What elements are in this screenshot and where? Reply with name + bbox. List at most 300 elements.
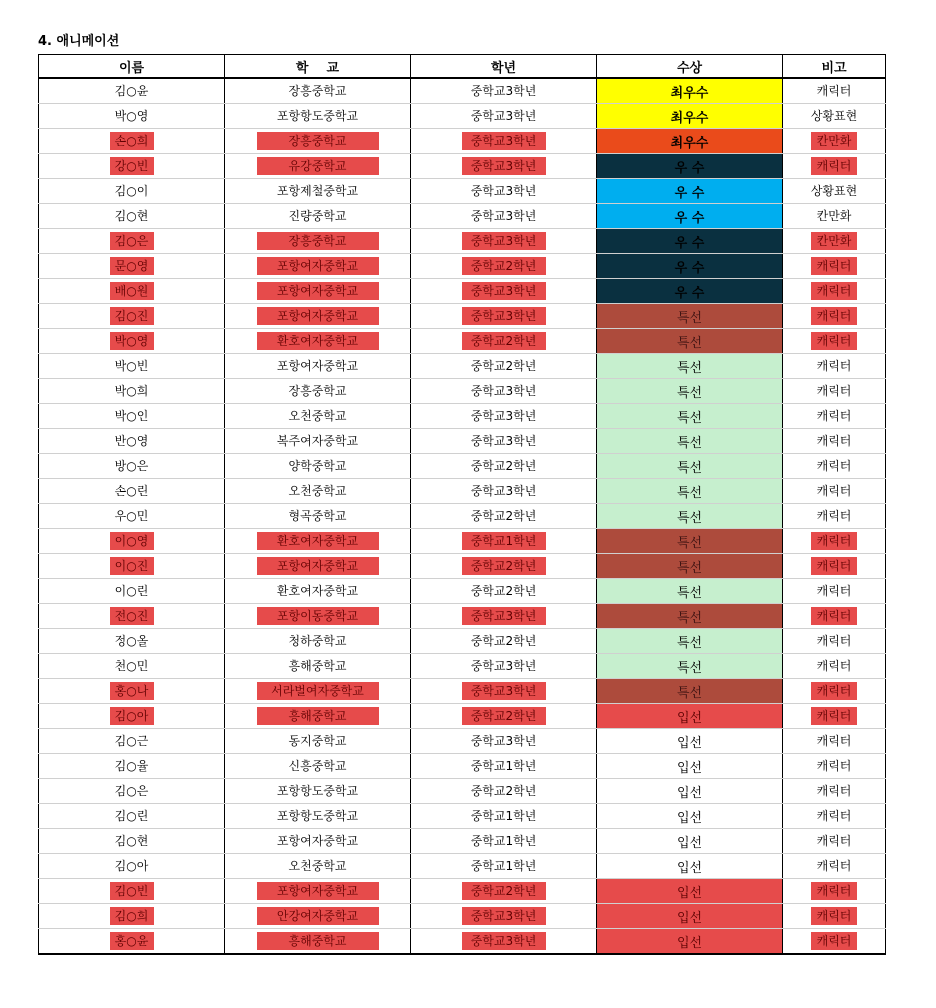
- cell-grade-text: 중학교3학년: [470, 409, 537, 423]
- cell-name-text: 박○영: [110, 332, 154, 350]
- cell-note-text: 캐릭터: [816, 734, 852, 748]
- cell-note-text: 캐릭터: [811, 707, 857, 725]
- cell-grade-text: 중학교3학년: [470, 184, 537, 198]
- cell-grade-text: 중학교3학년: [470, 434, 537, 448]
- cell-note: [783, 129, 886, 154]
- cell-school-text: 진량중학교: [288, 209, 347, 223]
- cell-school-text: 장흥중학교: [257, 232, 379, 250]
- cell-grade: [411, 604, 597, 629]
- cell-award: [597, 354, 783, 379]
- cell-name-text: 박○희: [114, 384, 149, 398]
- cell-school: [225, 604, 411, 629]
- cell-grade: [411, 229, 597, 254]
- cell-school-text: 신흥중학교: [288, 759, 347, 773]
- cell-name: [39, 479, 225, 504]
- award-label: 특선: [676, 335, 703, 351]
- cell-grade-text: 중학교2학년: [462, 557, 546, 575]
- cell-grade: [411, 379, 597, 404]
- table-row: [39, 379, 886, 404]
- cell-school-text: 포항항도중학교: [276, 809, 359, 823]
- award-label: 최우수: [670, 110, 709, 126]
- cell-school-text: 포항여자중학교: [276, 834, 359, 848]
- cell-award: [597, 629, 783, 654]
- cell-note-text: 캐릭터: [811, 532, 857, 550]
- cell-grade-text: 중학교2학년: [470, 359, 537, 373]
- cell-grade: [411, 529, 597, 554]
- cell-school-text: 장흥중학교: [288, 84, 347, 98]
- cell-grade: [411, 679, 597, 704]
- cell-grade-text: 중학교1학년: [470, 859, 537, 873]
- cell-school: [225, 579, 411, 604]
- cell-grade-text: 중학교2학년: [470, 459, 537, 473]
- table-row: [39, 454, 886, 479]
- cell-name-text: 천○민: [114, 659, 149, 673]
- table-row: [39, 579, 886, 604]
- cell-grade: [411, 78, 597, 104]
- table-row: [39, 554, 886, 579]
- cell-award: [597, 104, 783, 129]
- table-row: [39, 879, 886, 904]
- cell-note: [783, 404, 886, 429]
- cell-name: [39, 829, 225, 854]
- cell-name: [39, 154, 225, 179]
- table-row: [39, 854, 886, 879]
- cell-school: [225, 679, 411, 704]
- cell-note-text: 캐릭터: [816, 409, 852, 423]
- cell-school: [225, 129, 411, 154]
- cell-grade-text: 중학교3학년: [470, 734, 537, 748]
- cell-name-text: 배○원: [110, 282, 154, 300]
- award-label: 우 수: [674, 160, 705, 176]
- cell-name-text: 이○진: [110, 557, 154, 575]
- cell-school-text: 형곡중학교: [288, 509, 347, 523]
- cell-grade-text: 중학교2학년: [470, 634, 537, 648]
- cell-school: [225, 429, 411, 454]
- cell-note: [783, 429, 886, 454]
- cell-name: [39, 504, 225, 529]
- cell-award: [597, 78, 783, 104]
- cell-name-text: 김○현: [114, 209, 149, 223]
- cell-name-text: 우○민: [114, 509, 149, 523]
- cell-name: [39, 379, 225, 404]
- cell-note: [783, 329, 886, 354]
- cell-award: [597, 529, 783, 554]
- award-label: 우 수: [674, 185, 705, 201]
- cell-note-text: 캐릭터: [816, 359, 852, 373]
- table-row: [39, 304, 886, 329]
- table-row: [39, 629, 886, 654]
- cell-note-text: 캐릭터: [816, 584, 852, 598]
- cell-name-text: 정○올: [114, 634, 149, 648]
- cell-note: [783, 804, 886, 829]
- cell-note-text: 캐릭터: [816, 659, 852, 673]
- cell-name-text: 김○아: [114, 859, 149, 873]
- cell-award: [597, 179, 783, 204]
- cell-grade: [411, 204, 597, 229]
- cell-grade-text: 중학교3학년: [462, 282, 546, 300]
- cell-school: [225, 454, 411, 479]
- cell-grade-text: 중학교3학년: [470, 209, 537, 223]
- cell-note: [783, 179, 886, 204]
- cell-school-text: 포항여자중학교: [257, 282, 379, 300]
- cell-award: [597, 929, 783, 955]
- cell-school-text: 포항여자중학교: [257, 257, 379, 275]
- cell-name-text: 김○진: [110, 307, 154, 325]
- cell-note: [783, 229, 886, 254]
- cell-note: [783, 78, 886, 104]
- cell-name: [39, 429, 225, 454]
- cell-note: [783, 254, 886, 279]
- award-label: 최우수: [670, 85, 709, 101]
- cell-award: [597, 279, 783, 304]
- cell-name: [39, 129, 225, 154]
- award-label: 최우수: [670, 135, 709, 151]
- cell-award: [597, 379, 783, 404]
- cell-note: [783, 579, 886, 604]
- cell-school: [225, 879, 411, 904]
- cell-note-text: 캐릭터: [816, 84, 852, 98]
- cell-note: [783, 204, 886, 229]
- award-label: 입선: [676, 735, 703, 751]
- cell-award: [597, 229, 783, 254]
- cell-grade: [411, 704, 597, 729]
- cell-grade-text: 중학교2학년: [470, 584, 537, 598]
- cell-award: [597, 904, 783, 929]
- cell-school-text: 오천중학교: [288, 484, 347, 498]
- table-row: [39, 129, 886, 154]
- cell-name-text: 이○영: [110, 532, 154, 550]
- cell-note-text: 캐릭터: [811, 157, 857, 175]
- cell-name: [39, 554, 225, 579]
- cell-grade: [411, 654, 597, 679]
- table-row: [39, 479, 886, 504]
- cell-name: [39, 104, 225, 129]
- cell-award: [597, 429, 783, 454]
- cell-school: [225, 78, 411, 104]
- table-row: [39, 604, 886, 629]
- cell-grade-text: 중학교2학년: [462, 882, 546, 900]
- cell-name-text: 김○근: [114, 734, 149, 748]
- award-label: 특선: [676, 660, 703, 676]
- header-grade: 학년: [411, 55, 597, 79]
- cell-note-text: 캐릭터: [811, 332, 857, 350]
- cell-grade: [411, 879, 597, 904]
- cell-note-text: 캐릭터: [816, 759, 852, 773]
- cell-name: [39, 254, 225, 279]
- award-label: 특선: [676, 610, 703, 626]
- cell-award: [597, 329, 783, 354]
- table-row: [39, 529, 886, 554]
- cell-note-text: 상황표현: [810, 184, 858, 198]
- cell-name: [39, 529, 225, 554]
- cell-grade: [411, 904, 597, 929]
- award-label: 특선: [676, 460, 703, 476]
- cell-name-text: 홍○윤: [110, 932, 154, 950]
- award-label: 특선: [676, 635, 703, 651]
- header-row: [39, 55, 886, 79]
- award-label: 우 수: [674, 210, 705, 226]
- cell-name: [39, 629, 225, 654]
- cell-school: [225, 904, 411, 929]
- cell-school-text: 오천중학교: [288, 859, 347, 873]
- award-label: 입선: [676, 785, 703, 801]
- cell-grade-text: 중학교3학년: [462, 132, 546, 150]
- award-label: 특선: [676, 435, 703, 451]
- cell-school: [225, 279, 411, 304]
- cell-school-text: 포항항도중학교: [276, 784, 359, 798]
- cell-note-text: 캐릭터: [811, 307, 857, 325]
- cell-name: [39, 854, 225, 879]
- cell-grade: [411, 829, 597, 854]
- table-row: [39, 829, 886, 854]
- header-award: 수상: [597, 55, 783, 79]
- cell-note-text: 캐릭터: [816, 459, 852, 473]
- cell-note-text: 캐릭터: [816, 509, 852, 523]
- table-row: [39, 804, 886, 829]
- cell-name: [39, 804, 225, 829]
- cell-note: [783, 704, 886, 729]
- cell-award: [597, 829, 783, 854]
- award-label: 입선: [676, 860, 703, 876]
- cell-award: [597, 404, 783, 429]
- cell-note: [783, 454, 886, 479]
- cell-grade: [411, 154, 597, 179]
- cell-grade: [411, 279, 597, 304]
- cell-note: [783, 829, 886, 854]
- cell-name-text: 손○희: [110, 132, 154, 150]
- award-label: 입선: [676, 810, 703, 826]
- cell-school: [225, 204, 411, 229]
- cell-name: [39, 729, 225, 754]
- cell-school-text: 포항여자중학교: [257, 557, 379, 575]
- award-label: 특선: [676, 310, 703, 326]
- cell-grade: [411, 854, 597, 879]
- cell-note: [783, 629, 886, 654]
- cell-note: [783, 104, 886, 129]
- cell-grade: [411, 304, 597, 329]
- cell-grade: [411, 554, 597, 579]
- cell-name: [39, 704, 225, 729]
- cell-grade-text: 중학교1학년: [470, 759, 537, 773]
- cell-grade-text: 중학교2학년: [462, 257, 546, 275]
- cell-note-text: 캐릭터: [816, 859, 852, 873]
- cell-school-text: 장흥중학교: [257, 132, 379, 150]
- cell-grade: [411, 479, 597, 504]
- cell-award: [597, 454, 783, 479]
- cell-grade: [411, 179, 597, 204]
- cell-note: [783, 604, 886, 629]
- cell-school-text: 청하중학교: [288, 634, 347, 648]
- cell-name: [39, 279, 225, 304]
- cell-name-text: 김○은: [114, 784, 149, 798]
- cell-name: [39, 879, 225, 904]
- cell-award: [597, 679, 783, 704]
- cell-award: [597, 779, 783, 804]
- table-row: [39, 404, 886, 429]
- cell-note: [783, 904, 886, 929]
- award-label: 특선: [676, 385, 703, 401]
- cell-name-text: 김○율: [114, 759, 149, 773]
- cell-school-text: 환호여자중학교: [276, 584, 359, 598]
- award-label: 우 수: [674, 260, 705, 276]
- cell-award: [597, 604, 783, 629]
- cell-school: [225, 779, 411, 804]
- cell-grade: [411, 429, 597, 454]
- cell-note-text: 캐릭터: [811, 557, 857, 575]
- cell-grade: [411, 729, 597, 754]
- cell-name: [39, 329, 225, 354]
- table-row: [39, 179, 886, 204]
- cell-name: [39, 754, 225, 779]
- cell-grade-text: 중학교3학년: [462, 907, 546, 925]
- cell-note-text: 캐릭터: [816, 834, 852, 848]
- cell-name-text: 문○영: [110, 257, 154, 275]
- cell-note: [783, 654, 886, 679]
- cell-note: [783, 554, 886, 579]
- cell-note-text: 캐릭터: [816, 784, 852, 798]
- cell-grade: [411, 329, 597, 354]
- cell-note-text: 캐릭터: [811, 882, 857, 900]
- cell-grade-text: 중학교3학년: [462, 932, 546, 950]
- cell-award: [597, 704, 783, 729]
- cell-grade: [411, 579, 597, 604]
- cell-grade-text: 중학교1학년: [462, 532, 546, 550]
- award-label: 특선: [676, 410, 703, 426]
- cell-school: [225, 704, 411, 729]
- cell-grade-text: 중학교3학년: [462, 232, 546, 250]
- table-row: [39, 78, 886, 104]
- cell-note-text: 캐릭터: [816, 384, 852, 398]
- cell-name-text: 반○영: [114, 434, 149, 448]
- cell-name-text: 전○진: [110, 607, 154, 625]
- cell-note-text: 캐릭터: [816, 809, 852, 823]
- cell-school: [225, 154, 411, 179]
- award-label: 우 수: [674, 235, 705, 251]
- cell-award: [597, 754, 783, 779]
- cell-grade-text: 중학교3학년: [470, 84, 537, 98]
- cell-note: [783, 729, 886, 754]
- cell-grade-text: 중학교2학년: [462, 707, 546, 725]
- cell-note: [783, 529, 886, 554]
- cell-school-text: 포항여자중학교: [257, 882, 379, 900]
- cell-name-text: 박○인: [114, 409, 149, 423]
- award-label: 우 수: [674, 285, 705, 301]
- cell-grade: [411, 929, 597, 955]
- cell-name: [39, 179, 225, 204]
- cell-note-text: 캐릭터: [811, 682, 857, 700]
- table-row: [39, 729, 886, 754]
- cell-note-text: 상황표현: [810, 109, 858, 123]
- cell-award: [597, 554, 783, 579]
- table-row: [39, 779, 886, 804]
- cell-name-text: 김○이: [114, 184, 149, 198]
- table-row: [39, 279, 886, 304]
- cell-note: [783, 679, 886, 704]
- cell-school-text: 포항여자중학교: [276, 359, 359, 373]
- table-row: [39, 204, 886, 229]
- cell-school-text: 오천중학교: [288, 409, 347, 423]
- cell-grade-text: 중학교3학년: [462, 307, 546, 325]
- table-row: [39, 754, 886, 779]
- cell-name-text: 김○은: [110, 232, 154, 250]
- cell-school: [225, 629, 411, 654]
- cell-note: [783, 879, 886, 904]
- cell-grade-text: 중학교3학년: [462, 682, 546, 700]
- cell-note: [783, 154, 886, 179]
- header-name: 이름: [39, 55, 225, 79]
- table-row: [39, 929, 886, 955]
- table-row: [39, 104, 886, 129]
- cell-name-text: 박○영: [114, 109, 149, 123]
- cell-school-text: 복주여자중학교: [276, 434, 359, 448]
- cell-grade-text: 중학교1학년: [470, 809, 537, 823]
- award-label: 특선: [676, 560, 703, 576]
- table-row: [39, 654, 886, 679]
- cell-school: [225, 504, 411, 529]
- cell-grade-text: 중학교2학년: [470, 784, 537, 798]
- cell-note: [783, 779, 886, 804]
- cell-name: [39, 604, 225, 629]
- cell-award: [597, 254, 783, 279]
- cell-grade: [411, 254, 597, 279]
- cell-grade-text: 중학교3학년: [462, 607, 546, 625]
- cell-name: [39, 354, 225, 379]
- cell-grade-text: 중학교3학년: [470, 109, 537, 123]
- cell-note-text: 캐릭터: [811, 907, 857, 925]
- cell-award: [597, 304, 783, 329]
- award-label: 입선: [676, 885, 703, 901]
- cell-school: [225, 404, 411, 429]
- cell-grade: [411, 454, 597, 479]
- cell-note-text: 칸만화: [811, 232, 857, 250]
- cell-school-text: 흥해중학교: [257, 707, 379, 725]
- cell-school-text: 유강중학교: [257, 157, 379, 175]
- cell-name-text: 김○빈: [110, 882, 154, 900]
- cell-award: [597, 854, 783, 879]
- cell-school-text: 포항이동중학교: [257, 607, 379, 625]
- cell-school-text: 흥해중학교: [257, 932, 379, 950]
- award-label: 특선: [676, 535, 703, 551]
- award-label: 특선: [676, 485, 703, 501]
- cell-grade-text: 중학교2학년: [470, 509, 537, 523]
- section-title: 4. 애니메이션: [38, 34, 120, 49]
- header-school: 학 교: [225, 55, 411, 79]
- cell-school-text: 흥해중학교: [288, 659, 347, 673]
- cell-school-text: 양학중학교: [288, 459, 347, 473]
- cell-name-text: 강○빈: [110, 157, 154, 175]
- cell-school-text: 동지중학교: [288, 734, 347, 748]
- cell-grade: [411, 104, 597, 129]
- cell-grade-text: 중학교2학년: [462, 332, 546, 350]
- table-row: [39, 254, 886, 279]
- award-label: 특선: [676, 585, 703, 601]
- cell-grade-text: 중학교3학년: [462, 157, 546, 175]
- cell-school-text: 포항항도중학교: [276, 109, 359, 123]
- cell-school-text: 환호여자중학교: [257, 332, 379, 350]
- cell-award: [597, 804, 783, 829]
- cell-school: [225, 104, 411, 129]
- table-row: [39, 679, 886, 704]
- cell-note-text: 캐릭터: [811, 932, 857, 950]
- table-row: [39, 154, 886, 179]
- cell-school: [225, 354, 411, 379]
- cell-name-text: 김○윤: [114, 84, 149, 98]
- cell-school: [225, 329, 411, 354]
- cell-grade: [411, 779, 597, 804]
- award-label: 입선: [676, 910, 703, 926]
- table-body: [39, 78, 886, 954]
- cell-school: [225, 804, 411, 829]
